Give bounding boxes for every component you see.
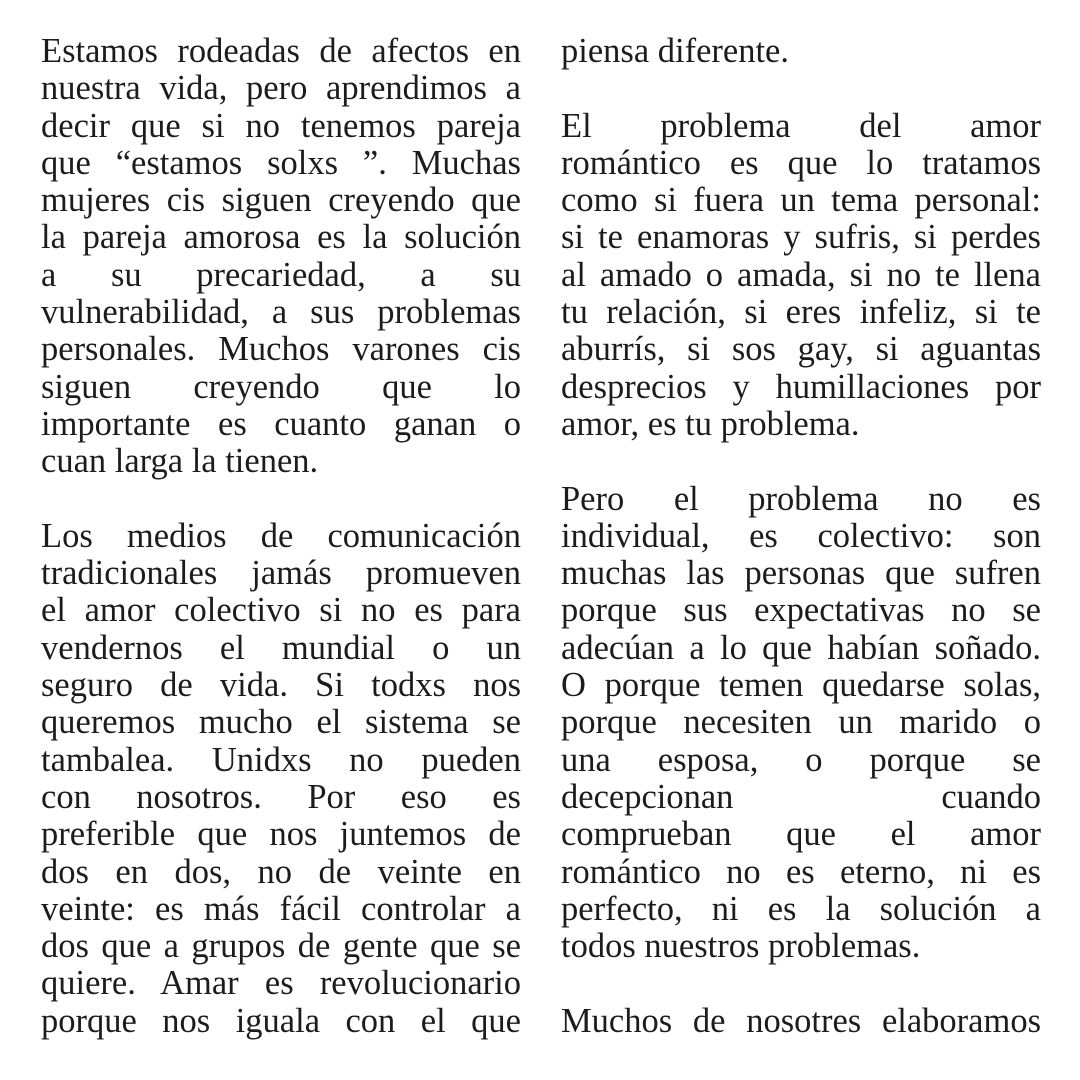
text-line: desprecios y humillaciones por — [561, 367, 1041, 406]
paragraph-spacer — [561, 70, 1041, 107]
paragraph-spacer — [41, 481, 521, 518]
text-line: Los medios de comunicación — [41, 516, 521, 555]
text-line: tu relación, si eres infeliz, si te — [561, 293, 1041, 332]
text-line: amor, es tu problema. — [561, 404, 860, 443]
text-line: tambalea. Unidxs no pueden — [41, 740, 521, 779]
text-line: perfecto, ni es la solución a — [561, 889, 1041, 928]
text-line: nuestra vida, pero aprendimos a — [41, 69, 521, 108]
text-line: con nosotros. Por eso es — [41, 777, 521, 816]
text-line: que “estamos solxs ”. Muchas — [41, 143, 521, 182]
paragraph — [561, 33, 1041, 70]
text-line: El problema del amor — [561, 106, 1041, 145]
text-line: como si fuera un tema personal: — [561, 181, 1041, 220]
paragraph-spacer — [561, 443, 1041, 480]
paragraph — [41, 33, 521, 481]
text-line: O porque temen quedarse solas, — [561, 666, 1041, 705]
text-line: personales. Muchos varones cis — [41, 330, 521, 369]
right-text-column — [561, 33, 1041, 1040]
text-line: romántico es que lo tratamos — [561, 143, 1041, 182]
text-line: aburrís, si sos gay, si aguantas — [561, 330, 1041, 369]
paragraph — [41, 518, 521, 1040]
text-line: porque nos iguala con el que — [41, 1001, 521, 1040]
text-line: preferible que nos juntemos de — [41, 815, 521, 854]
left-text-column — [41, 33, 521, 1040]
text-line: piensa diferente. — [561, 32, 789, 70]
text-line: el amor colectivo si no es para — [41, 591, 521, 630]
text-line: decir que si no tenemos pareja — [41, 106, 521, 145]
text-line: comprueban que el amor — [561, 815, 1041, 854]
text-line: vendernos el mundial o un — [41, 628, 521, 667]
text-line: romántico no es eterno, ni es — [561, 852, 1041, 891]
text-line: porque necesiten un marido o — [561, 703, 1041, 742]
text-line: individual, es colectivo: son — [561, 516, 1041, 555]
text-line: quiere. Amar es revolucionario — [41, 964, 521, 1003]
text-line: siguen creyendo que lo — [41, 367, 521, 406]
text-line: al amado o amada, si no te llena — [561, 255, 1041, 294]
text-line: muchas las personas que sufren — [561, 554, 1041, 593]
text-line: vulnerabilidad, a sus problemas — [41, 293, 521, 332]
text-line: seguro de vida. Si todxs nos — [41, 666, 521, 705]
text-line: adecúan a lo que habían soñado. — [561, 628, 1041, 667]
text-line: tradicionales jamás promueven — [41, 554, 521, 593]
text-line: Pero el problema no es — [561, 479, 1041, 518]
text-line: Estamos rodeadas de afectos en — [41, 32, 521, 70]
text-line: la pareja amorosa es la solución — [41, 218, 521, 257]
paragraph — [561, 108, 1041, 444]
paragraph — [561, 1003, 1041, 1040]
text-line: a su precariedad, a su — [41, 255, 521, 294]
paragraph — [561, 481, 1041, 966]
text-line: dos en dos, no de veinte en — [41, 852, 521, 891]
text-line: porque sus expectativas no se — [561, 591, 1041, 630]
text-line: decepcionan cuando — [561, 777, 1041, 816]
text-line: todos nuestros problemas. — [561, 927, 921, 966]
text-line: Muchos de nosotres elaboramos — [561, 1001, 1041, 1040]
paragraph-spacer — [561, 965, 1041, 1002]
text-line: una esposa, o porque se — [561, 740, 1041, 779]
text-line: importante es cuanto ganan o — [41, 404, 521, 443]
text-line: veinte: es más fácil controlar a — [41, 889, 521, 928]
text-line: cuan larga la tienen. — [41, 442, 319, 481]
text-line: queremos mucho el sistema se — [41, 703, 521, 742]
text-line: dos que a grupos de gente que se — [41, 927, 521, 966]
text-line: mujeres cis siguen creyendo que — [41, 181, 521, 220]
text-line: si te enamoras y sufris, si perdes — [561, 218, 1041, 257]
